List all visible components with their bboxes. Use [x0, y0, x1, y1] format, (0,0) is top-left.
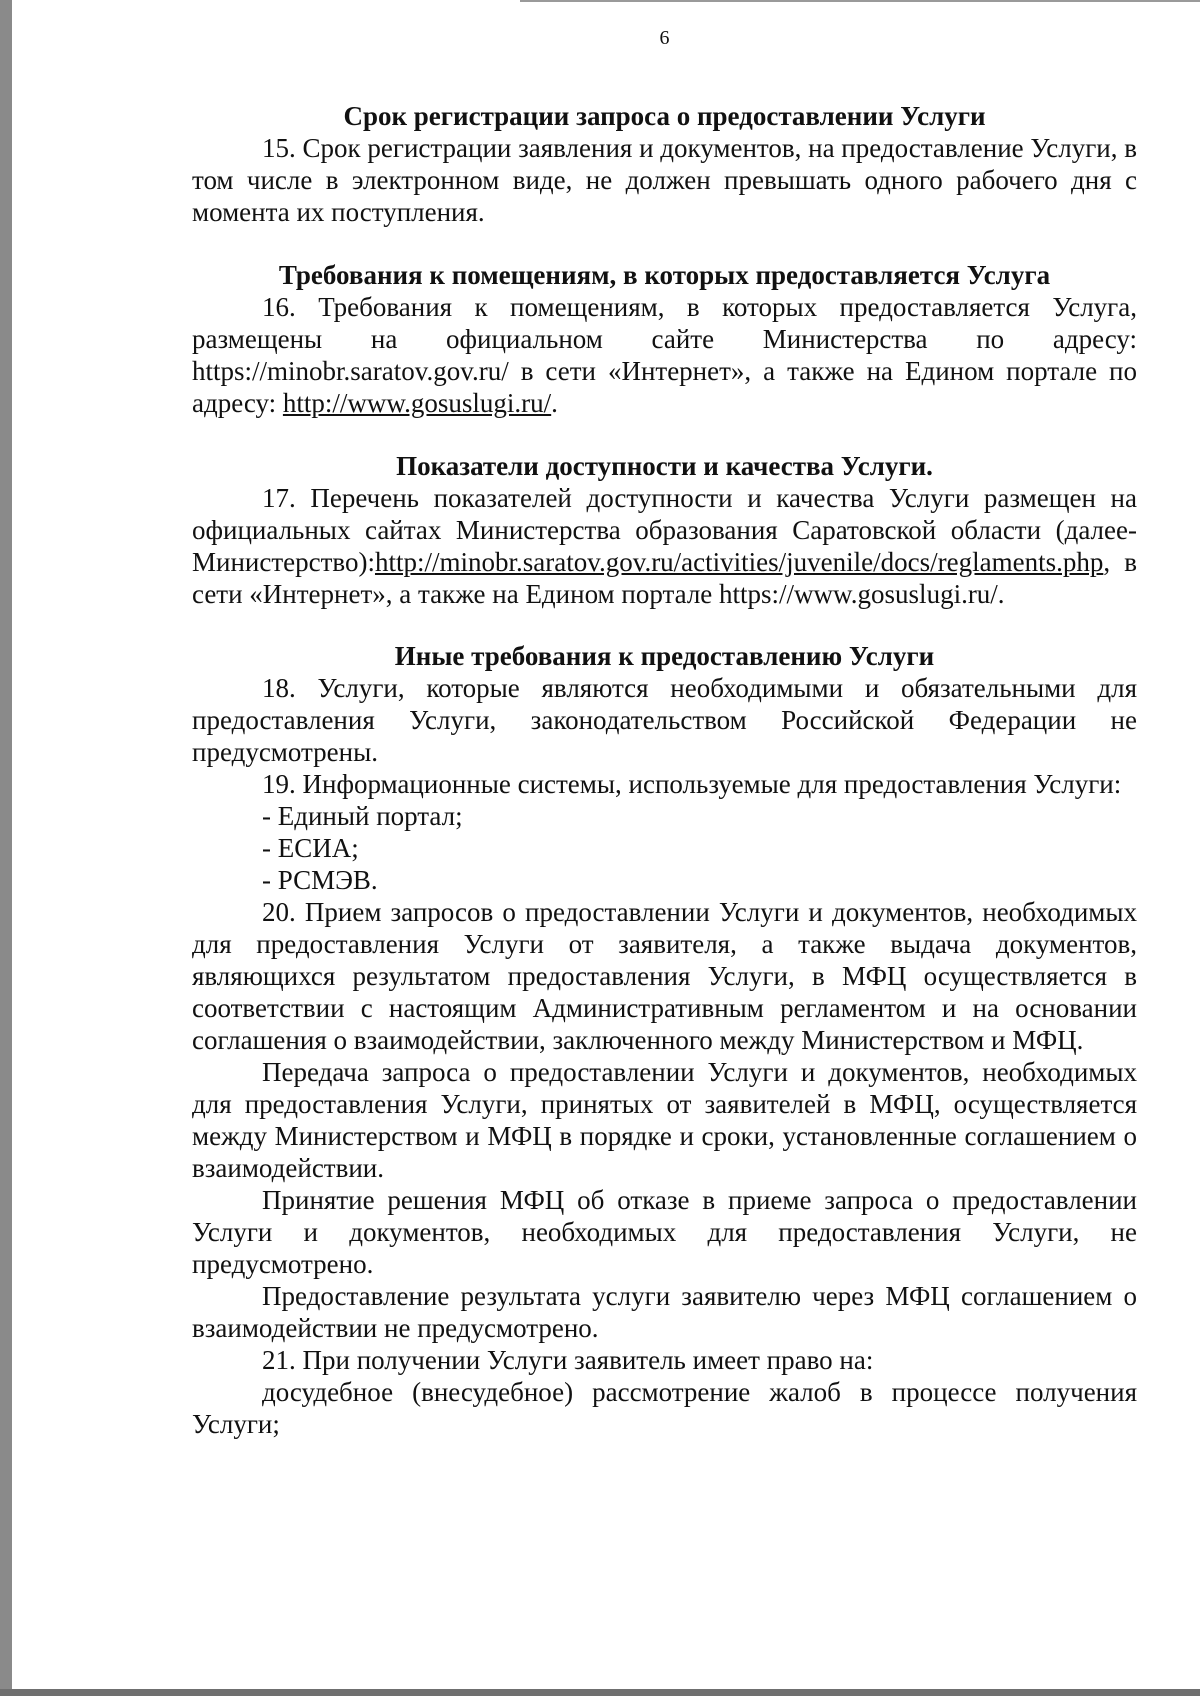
paragraph-16 — [192, 291, 1137, 419]
paragraph-17-text: 17. Перечень показателей доступности и качества Услуги размещен на официальных сайтах Министерства образования Саратовской области (далее-Министерство): — [192, 483, 1137, 577]
section-title-registration-term: Срок регистрации запроса о предоставлении Услуги — [343, 101, 986, 131]
section-title-premises: Требования к помещениям, в которых предоставляется Услуга — [278, 260, 1051, 290]
section-17 — [192, 450, 1137, 610]
paragraph-20-result: Предоставление результата услуги заявителю через МФЦ соглашением о взаимодействии не предусмотрено. — [192, 1281, 1137, 1343]
paragraph-18: 18. Услуги, которые являются необходимыми и обязательными для предоставления Услуги, законодательством Российской Федерации не предусмотрены. — [192, 673, 1137, 767]
section-title-accessibility: Показатели доступности и качества Услуги. — [396, 451, 933, 481]
paragraph-20-refusal: Принятие решения МФЦ об отказе в приеме запроса о предоставлении Услуги и документов, необходимых для предоставления Услуги, не предусмотрено. — [192, 1185, 1137, 1279]
paragraph-20-transfer: Передача запроса о предоставлении Услуги и документов, необходимых для предоставления Услуги, принятых от заявителей в МФЦ, осуществляется между Министерством и МФЦ в порядке и сроки, установленные соглашением о взаимодействии. — [192, 1057, 1137, 1183]
paragraph-20: 20. Прием запросов о предоставлении Услуги и документов, необходимых для предоставления Услуги от заявителя, а также выдача документов, являющихся результатом предоставления Услуги, в МФЦ осуществляется в соответствии с настоящим Административным регламентом и на основании соглашения о взаимодействии, заключенного между Министерством и МФЦ. — [192, 897, 1137, 1055]
list-item-esia: - ЕСИА; — [262, 833, 359, 863]
section-18 — [192, 640, 1137, 1440]
scan-edge-bottom — [0, 1689, 1200, 1696]
paragraph-17 — [192, 482, 1137, 610]
section-title-other-requirements: Иные требования к предоставлению Услуги — [394, 641, 935, 671]
section-16 — [192, 259, 1137, 419]
document-page — [192, 0, 1137, 1680]
paragraph-16-text: 16. Требования к помещениям, в которых предоставляется Услуга, размещены на официальном сайте Министерства по адресу: https://minobr.saratov.gov.ru/ в сети «Интернет», а также на Едином портале по адресу: — [192, 292, 1137, 418]
reglaments-link[interactable]: http://minobr.saratov.gov.ru/activities/juvenile/docs/reglaments.php — [374, 547, 1104, 577]
paragraph-17-end: , в сети «Интернет», а также на Едином портале https://www.gosuslugi.ru/. — [192, 547, 1137, 609]
section-15 — [192, 100, 1137, 228]
page-number: 6 — [659, 27, 670, 49]
list-item-rsmev: - РСМЭВ. — [262, 865, 378, 895]
paragraph-21: 21. При получении Услуги заявитель имеет право на: — [262, 1345, 874, 1375]
gosuslugi-link[interactable]: http://www.gosuslugi.ru/ — [282, 388, 552, 418]
paragraph-21-complaints: досудебное (внесудебное) рассмотрение жалоб в процессе получения Услуги; — [192, 1377, 1137, 1439]
paragraph-19: 19. Информационные системы, используемые для предоставления Услуги: — [262, 769, 1122, 799]
list-item-portal: - Единый портал; — [262, 801, 463, 831]
paragraph-15: 15. Срок регистрации заявления и документов, на предоставление Услуги, в том числе в электронном виде, не должен превышать одного рабочего дня с момента их поступления. — [192, 133, 1137, 227]
paragraph-16-end: . — [551, 388, 558, 418]
scan-edge-left — [0, 0, 12, 1696]
